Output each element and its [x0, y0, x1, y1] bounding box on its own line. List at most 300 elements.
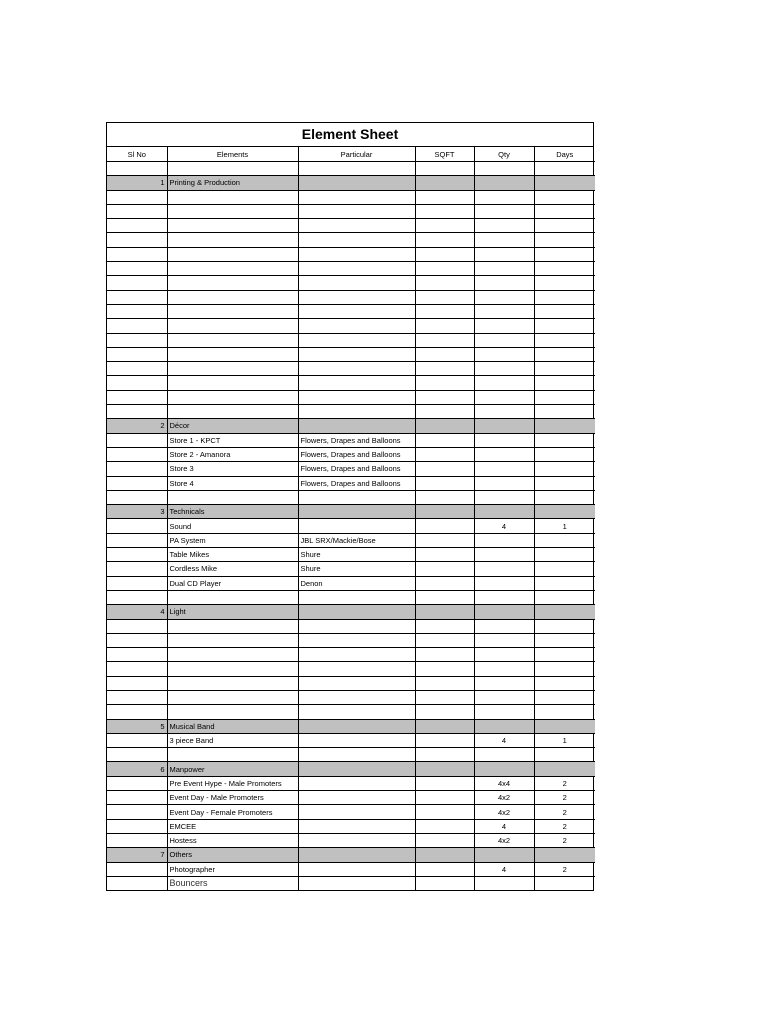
element-cell — [167, 304, 298, 318]
qty-cell — [474, 619, 534, 633]
blank-row — [107, 276, 595, 290]
blank-row — [107, 162, 595, 176]
blank-row — [107, 633, 595, 647]
qty-cell — [474, 676, 534, 690]
qty-cell — [474, 548, 534, 562]
days-cell — [534, 447, 595, 461]
sqft-cell — [415, 476, 474, 490]
qty-cell: 4x2 — [474, 805, 534, 819]
blank-row — [107, 233, 595, 247]
particular-cell — [298, 333, 415, 347]
days-cell — [534, 762, 595, 776]
days-cell: 2 — [534, 833, 595, 847]
sqft-cell — [415, 733, 474, 747]
days-cell — [534, 676, 595, 690]
days-cell: 2 — [534, 791, 595, 805]
days-cell: 2 — [534, 776, 595, 790]
qty-cell — [474, 719, 534, 733]
particular-cell — [298, 633, 415, 647]
blank-row — [107, 319, 595, 333]
table-row — [107, 876, 595, 890]
sl-cell — [107, 433, 167, 447]
sl-cell — [107, 862, 167, 876]
particular-cell — [298, 590, 415, 604]
sl-cell — [107, 490, 167, 504]
element-cell: Musical Band — [167, 719, 298, 733]
blank-row — [107, 262, 595, 276]
sl-cell — [107, 676, 167, 690]
qty-cell — [474, 219, 534, 233]
qty-cell — [474, 405, 534, 419]
sqft-cell — [415, 590, 474, 604]
sqft-cell — [415, 876, 474, 890]
sqft-cell — [415, 362, 474, 376]
element-cell: Pre Event Hype - Male Promoters — [167, 776, 298, 790]
days-cell — [534, 748, 595, 762]
particular-cell — [298, 719, 415, 733]
table-row — [107, 476, 595, 490]
element-cell — [167, 204, 298, 218]
qty-cell — [474, 304, 534, 318]
sl-cell: 1 — [107, 176, 167, 190]
particular-cell — [298, 762, 415, 776]
days-cell — [534, 276, 595, 290]
header-particular: Particular — [298, 147, 415, 162]
days-cell — [534, 605, 595, 619]
sqft-cell — [415, 262, 474, 276]
blank-row — [107, 662, 595, 676]
particular-cell — [298, 362, 415, 376]
qty-cell — [474, 247, 534, 261]
sl-cell — [107, 476, 167, 490]
days-cell — [534, 433, 595, 447]
header-elements: Elements — [167, 147, 298, 162]
qty-cell — [474, 376, 534, 390]
sqft-cell — [415, 862, 474, 876]
table-row — [107, 576, 595, 590]
sl-cell — [107, 462, 167, 476]
days-cell — [534, 562, 595, 576]
days-cell: 2 — [534, 862, 595, 876]
sl-cell — [107, 247, 167, 261]
sl-cell — [107, 347, 167, 361]
table-row — [107, 833, 595, 847]
element-cell: PA System — [167, 533, 298, 547]
element-cell — [167, 319, 298, 333]
blank-row — [107, 390, 595, 404]
sl-cell: 4 — [107, 605, 167, 619]
qty-cell — [474, 447, 534, 461]
sl-cell: 5 — [107, 719, 167, 733]
element-cell — [167, 619, 298, 633]
element-cell: Printing & Production — [167, 176, 298, 190]
element-cell — [167, 290, 298, 304]
element-cell — [167, 362, 298, 376]
qty-cell — [474, 633, 534, 647]
table-row — [107, 805, 595, 819]
qty-cell: 4 — [474, 733, 534, 747]
days-cell — [534, 705, 595, 719]
element-cell: Light — [167, 605, 298, 619]
particular-cell — [298, 505, 415, 519]
element-cell: Décor — [167, 419, 298, 433]
element-cell — [167, 347, 298, 361]
qty-cell — [474, 590, 534, 604]
sl-cell — [107, 733, 167, 747]
sl-cell — [107, 776, 167, 790]
element-cell: Bouncers — [167, 876, 298, 890]
sl-cell — [107, 576, 167, 590]
table-row — [107, 548, 595, 562]
sqft-cell — [415, 576, 474, 590]
sqft-cell — [415, 319, 474, 333]
blank-row — [107, 247, 595, 261]
particular-cell — [298, 176, 415, 190]
element-cell — [167, 648, 298, 662]
days-cell — [534, 419, 595, 433]
qty-cell — [474, 562, 534, 576]
table-row — [107, 819, 595, 833]
sqft-cell — [415, 776, 474, 790]
element-cell: Store 4 — [167, 476, 298, 490]
blank-row — [107, 376, 595, 390]
blank-row — [107, 362, 595, 376]
blank-row — [107, 619, 595, 633]
days-cell — [534, 247, 595, 261]
sl-cell — [107, 319, 167, 333]
sqft-cell — [415, 276, 474, 290]
blank-row — [107, 490, 595, 504]
sqft-cell — [415, 204, 474, 218]
particular-cell: Flowers, Drapes and Balloons — [298, 433, 415, 447]
sqft-cell — [415, 848, 474, 862]
element-cell: Store 3 — [167, 462, 298, 476]
sqft-cell — [415, 162, 474, 176]
element-cell: Manpower — [167, 762, 298, 776]
days-cell — [534, 576, 595, 590]
sqft-cell — [415, 748, 474, 762]
sqft-cell — [415, 605, 474, 619]
days-cell — [534, 362, 595, 376]
sl-cell: 3 — [107, 505, 167, 519]
sl-cell — [107, 533, 167, 547]
particular-cell — [298, 776, 415, 790]
sl-cell — [107, 590, 167, 604]
blank-row — [107, 347, 595, 361]
days-cell: 1 — [534, 519, 595, 533]
particular-cell — [298, 833, 415, 847]
days-cell — [534, 262, 595, 276]
qty-cell — [474, 476, 534, 490]
element-cell — [167, 662, 298, 676]
element-cell — [167, 676, 298, 690]
section-row — [107, 176, 595, 190]
sl-cell — [107, 362, 167, 376]
sqft-cell — [415, 176, 474, 190]
header-sqft: SQFT — [415, 147, 474, 162]
sqft-cell — [415, 719, 474, 733]
qty-cell — [474, 490, 534, 504]
qty-cell — [474, 276, 534, 290]
sqft-cell — [415, 219, 474, 233]
days-cell — [534, 347, 595, 361]
particular-cell — [298, 690, 415, 704]
blank-row — [107, 190, 595, 204]
table-row — [107, 447, 595, 461]
sl-cell — [107, 162, 167, 176]
section-row — [107, 605, 595, 619]
days-cell — [534, 290, 595, 304]
sqft-cell — [415, 690, 474, 704]
qty-cell — [474, 748, 534, 762]
sqft-cell — [415, 304, 474, 318]
sqft-cell — [415, 819, 474, 833]
sl-cell: 2 — [107, 419, 167, 433]
particular-cell — [298, 648, 415, 662]
sqft-cell — [415, 462, 474, 476]
qty-cell — [474, 262, 534, 276]
particular-cell: Flowers, Drapes and Balloons — [298, 462, 415, 476]
sqft-cell — [415, 676, 474, 690]
days-cell — [534, 233, 595, 247]
sl-cell: 6 — [107, 762, 167, 776]
blank-row — [107, 219, 595, 233]
qty-cell: 4x4 — [474, 776, 534, 790]
element-cell — [167, 690, 298, 704]
days-cell — [534, 162, 595, 176]
element-cell — [167, 162, 298, 176]
qty-cell — [474, 390, 534, 404]
sl-cell — [107, 304, 167, 318]
particular-cell: Flowers, Drapes and Balloons — [298, 476, 415, 490]
element-cell — [167, 276, 298, 290]
sl-cell — [107, 276, 167, 290]
element-cell: EMCEE — [167, 819, 298, 833]
days-cell — [534, 719, 595, 733]
qty-cell — [474, 576, 534, 590]
particular-cell: Denon — [298, 576, 415, 590]
element-cell — [167, 333, 298, 347]
sl-cell — [107, 705, 167, 719]
sqft-cell — [415, 805, 474, 819]
particular-cell — [298, 319, 415, 333]
element-cell — [167, 405, 298, 419]
qty-cell — [474, 605, 534, 619]
element-cell: Event Day - Male Promoters — [167, 791, 298, 805]
days-cell: 2 — [534, 819, 595, 833]
sl-cell — [107, 819, 167, 833]
qty-cell: 4 — [474, 519, 534, 533]
particular-cell — [298, 748, 415, 762]
days-cell: 2 — [534, 805, 595, 819]
days-cell — [534, 633, 595, 647]
sqft-cell — [415, 376, 474, 390]
sqft-cell — [415, 433, 474, 447]
particular-cell — [298, 519, 415, 533]
particular-cell — [298, 376, 415, 390]
days-cell — [534, 219, 595, 233]
sl-cell — [107, 447, 167, 461]
particular-cell — [298, 705, 415, 719]
sqft-cell — [415, 662, 474, 676]
element-cell: 3 piece Band — [167, 733, 298, 747]
sqft-cell — [415, 233, 474, 247]
days-cell — [534, 333, 595, 347]
element-cell: Store 2 - Amanora — [167, 447, 298, 461]
sl-cell — [107, 876, 167, 890]
sl-cell — [107, 290, 167, 304]
sl-cell — [107, 390, 167, 404]
days-cell — [534, 548, 595, 562]
table-row — [107, 791, 595, 805]
blank-row — [107, 690, 595, 704]
sqft-cell — [415, 490, 474, 504]
particular-cell — [298, 676, 415, 690]
days-cell — [534, 319, 595, 333]
particular-cell — [298, 819, 415, 833]
sl-cell — [107, 376, 167, 390]
element-cell — [167, 490, 298, 504]
sqft-cell — [415, 562, 474, 576]
header-row — [107, 147, 595, 162]
qty-cell — [474, 690, 534, 704]
header-days: Days — [534, 147, 595, 162]
header-sl-no: Sl No — [107, 147, 167, 162]
element-cell: Technicals — [167, 505, 298, 519]
sl-cell — [107, 262, 167, 276]
element-cell: Store 1 - KPCT — [167, 433, 298, 447]
sqft-cell — [415, 648, 474, 662]
element-table — [107, 147, 595, 890]
days-cell — [534, 204, 595, 218]
sqft-cell — [415, 190, 474, 204]
element-cell — [167, 233, 298, 247]
days-cell — [534, 590, 595, 604]
days-cell — [534, 648, 595, 662]
particular-cell — [298, 347, 415, 361]
element-cell — [167, 219, 298, 233]
element-cell — [167, 590, 298, 604]
particular-cell: Flowers, Drapes and Balloons — [298, 447, 415, 461]
blank-row — [107, 333, 595, 347]
sqft-cell — [415, 705, 474, 719]
sqft-cell — [415, 505, 474, 519]
element-cell — [167, 190, 298, 204]
particular-cell — [298, 662, 415, 676]
sqft-cell — [415, 519, 474, 533]
table-row — [107, 519, 595, 533]
sl-cell — [107, 690, 167, 704]
qty-cell: 4 — [474, 862, 534, 876]
particular-cell — [298, 219, 415, 233]
particular-cell — [298, 605, 415, 619]
qty-cell — [474, 319, 534, 333]
qty-cell — [474, 433, 534, 447]
sl-cell — [107, 219, 167, 233]
sqft-cell — [415, 633, 474, 647]
particular-cell: Shure — [298, 548, 415, 562]
element-cell: Photographer — [167, 862, 298, 876]
days-cell — [534, 476, 595, 490]
element-cell — [167, 376, 298, 390]
qty-cell — [474, 662, 534, 676]
blank-row — [107, 648, 595, 662]
particular-cell — [298, 405, 415, 419]
particular-cell — [298, 390, 415, 404]
days-cell — [534, 662, 595, 676]
particular-cell — [298, 490, 415, 504]
blank-row — [107, 748, 595, 762]
sl-cell — [107, 333, 167, 347]
sl-cell — [107, 190, 167, 204]
particular-cell — [298, 862, 415, 876]
sqft-cell — [415, 347, 474, 361]
element-cell: Dual CD Player — [167, 576, 298, 590]
sqft-cell — [415, 333, 474, 347]
qty-cell — [474, 705, 534, 719]
blank-row — [107, 290, 595, 304]
element-cell: Others — [167, 848, 298, 862]
qty-cell — [474, 419, 534, 433]
qty-cell — [474, 876, 534, 890]
element-cell — [167, 705, 298, 719]
element-cell — [167, 247, 298, 261]
qty-cell — [474, 190, 534, 204]
sl-cell — [107, 791, 167, 805]
sqft-cell — [415, 548, 474, 562]
sqft-cell — [415, 619, 474, 633]
element-cell — [167, 390, 298, 404]
sqft-cell — [415, 247, 474, 261]
qty-cell — [474, 204, 534, 218]
sl-cell — [107, 619, 167, 633]
sqft-cell — [415, 447, 474, 461]
element-sheet — [106, 122, 594, 891]
sqft-cell — [415, 290, 474, 304]
qty-cell — [474, 333, 534, 347]
table-row — [107, 862, 595, 876]
section-row — [107, 719, 595, 733]
table-row — [107, 733, 595, 747]
particular-cell — [298, 619, 415, 633]
particular-cell — [298, 247, 415, 261]
blank-row — [107, 590, 595, 604]
table-row — [107, 562, 595, 576]
table-row — [107, 433, 595, 447]
sl-cell — [107, 833, 167, 847]
section-row — [107, 762, 595, 776]
particular-cell — [298, 262, 415, 276]
sl-cell — [107, 204, 167, 218]
blank-row — [107, 705, 595, 719]
sl-cell — [107, 648, 167, 662]
days-cell — [534, 376, 595, 390]
sl-cell — [107, 805, 167, 819]
sqft-cell — [415, 533, 474, 547]
particular-cell: Shure — [298, 562, 415, 576]
particular-cell — [298, 876, 415, 890]
qty-cell — [474, 162, 534, 176]
days-cell — [534, 304, 595, 318]
sheet-title: Element Sheet — [107, 123, 593, 147]
qty-cell — [474, 648, 534, 662]
particular-cell — [298, 733, 415, 747]
element-cell — [167, 633, 298, 647]
days-cell — [534, 390, 595, 404]
blank-row — [107, 204, 595, 218]
particular-cell — [298, 233, 415, 247]
days-cell — [534, 690, 595, 704]
